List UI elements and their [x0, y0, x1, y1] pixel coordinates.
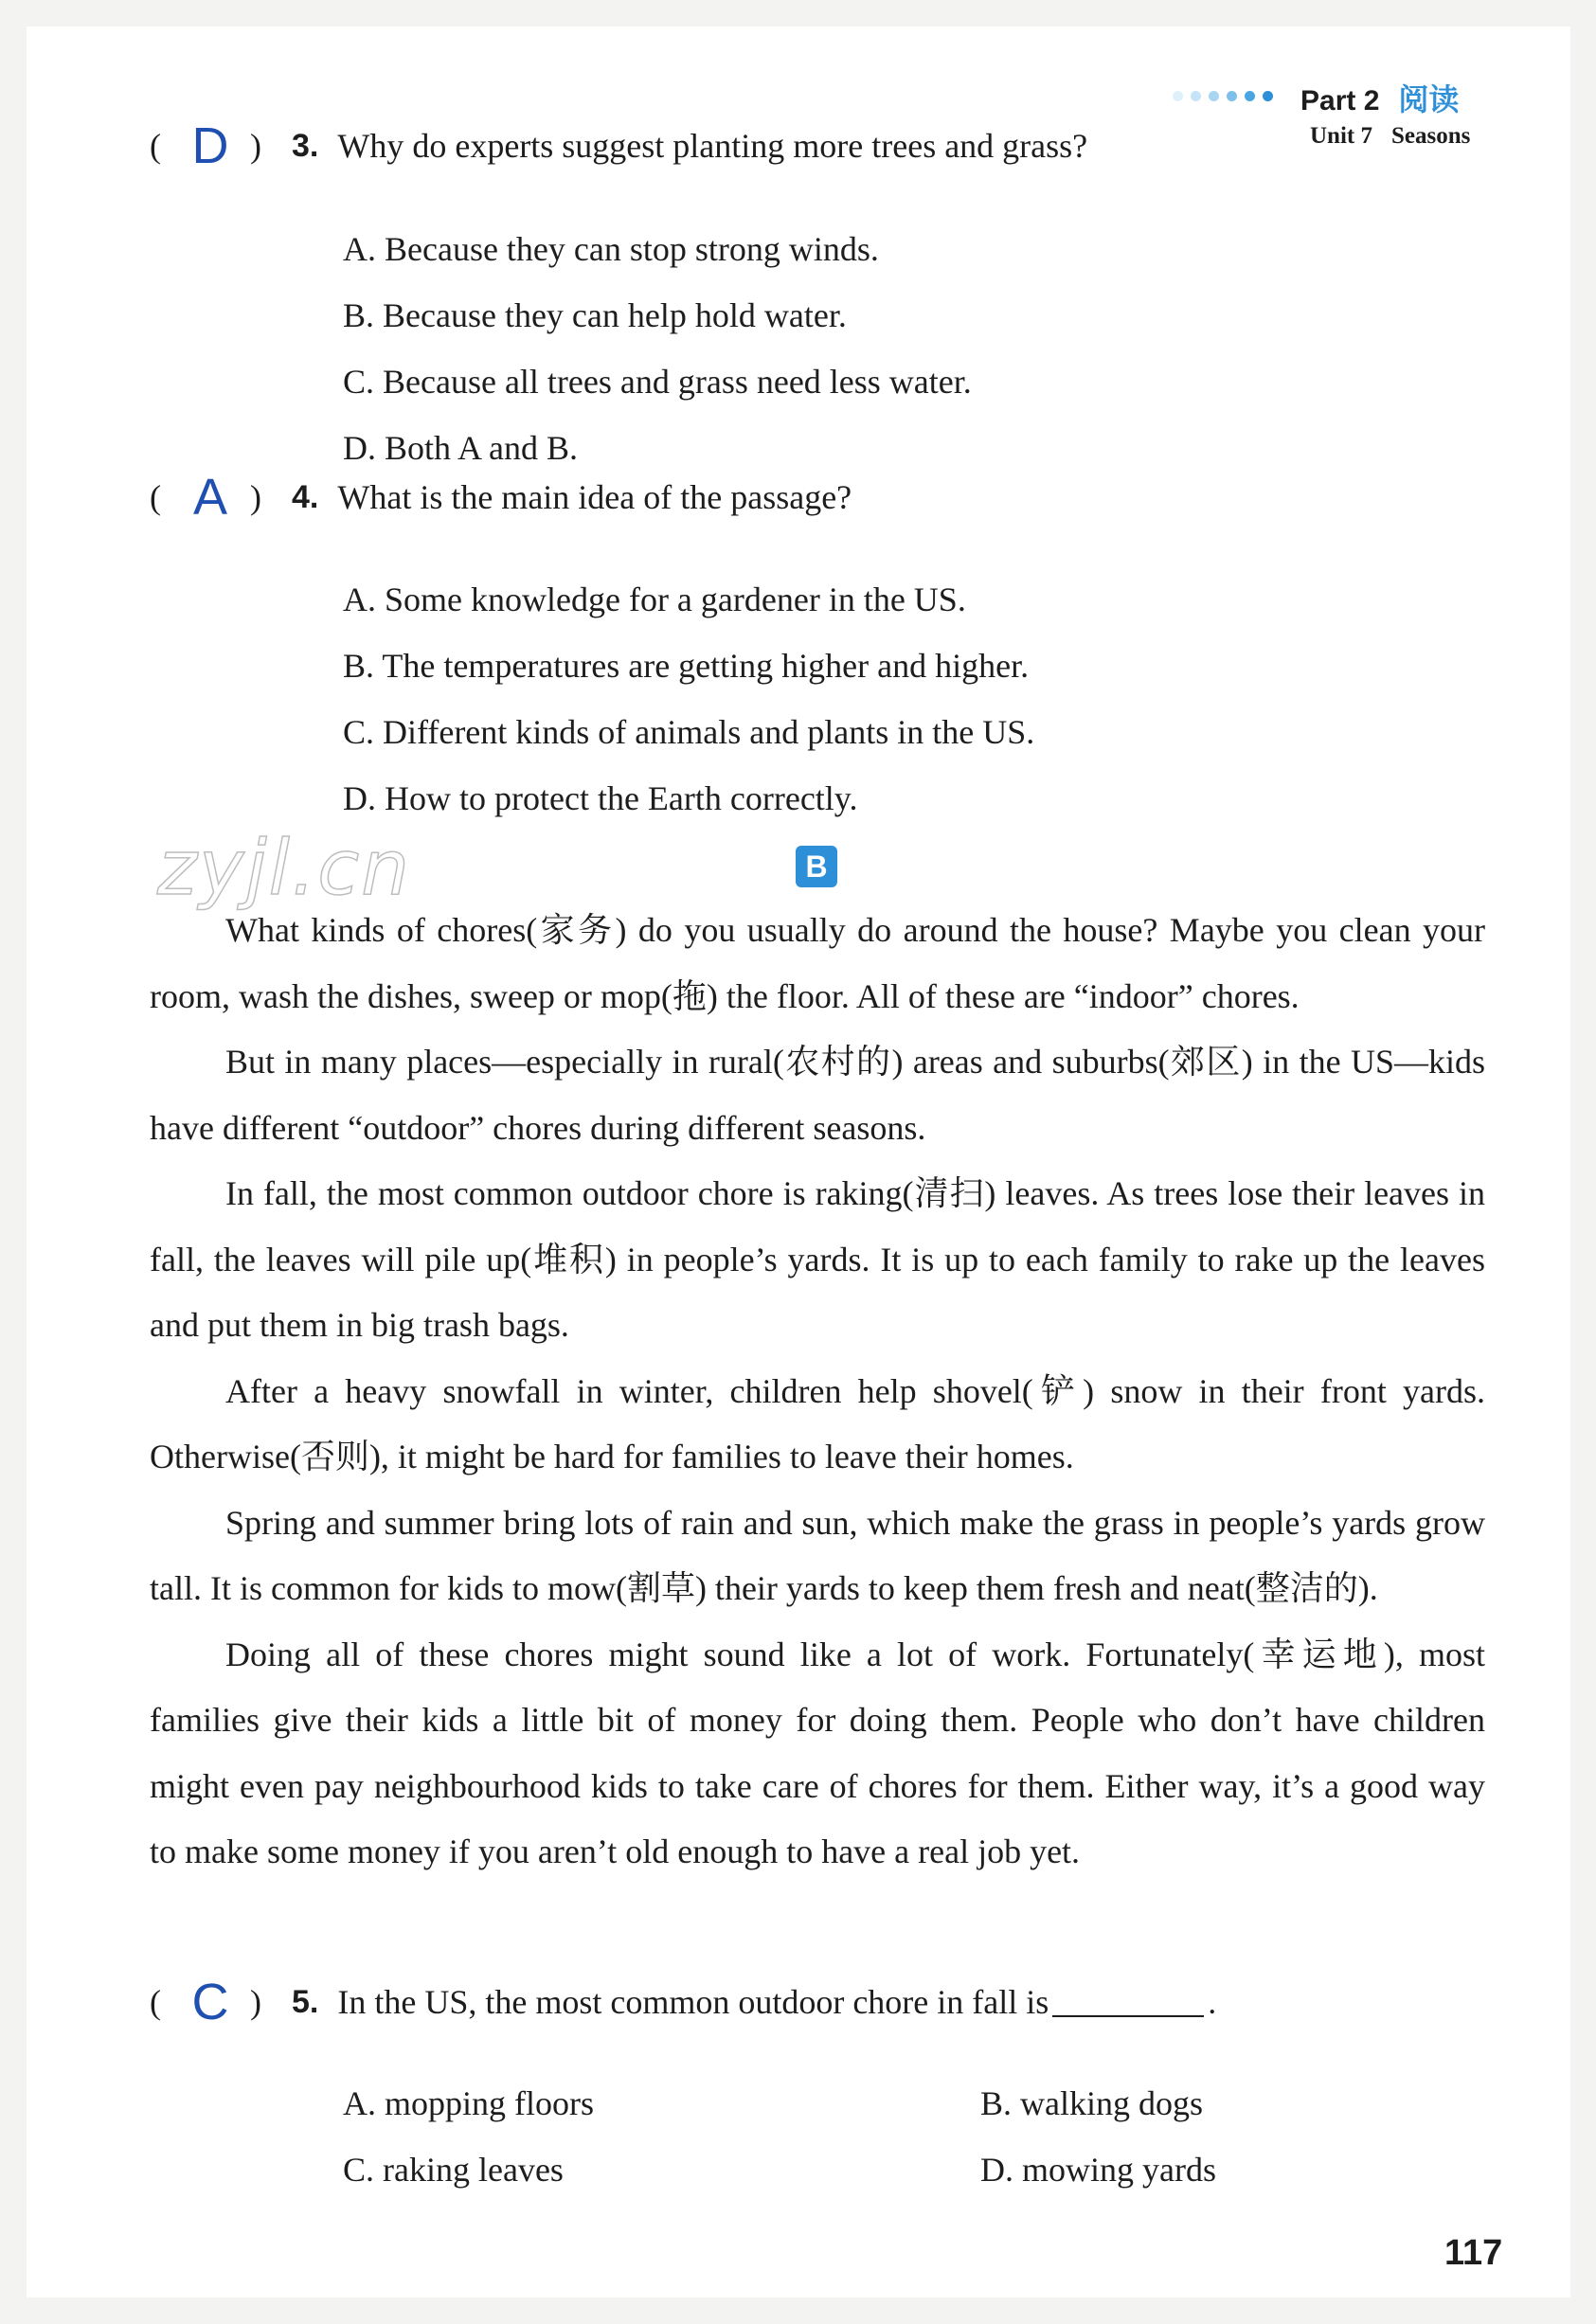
question-text: What is the main idea of the passage? [337, 478, 852, 516]
part-label: Part 2 [1300, 85, 1380, 116]
watermark: zyjl.cn [157, 824, 411, 912]
part-heading [1300, 76, 1459, 119]
part-cn-label: 阅读 [1398, 81, 1460, 117]
question-text: In the US, the most common outdoor chore in fall is [337, 1983, 1049, 2021]
q5-option-d[interactable]: D. mowing yards [980, 2151, 1216, 2189]
header-dot [1191, 91, 1201, 101]
section-badge: B [796, 846, 837, 887]
question-end: . [1208, 1983, 1217, 2021]
unit-title: Seasons [1390, 123, 1471, 149]
question-3: ( D ) 3. Why do experts suggest planting more trees and grass? [150, 117, 1088, 174]
header-dot [1245, 91, 1255, 101]
q3-option-b[interactable]: B. Because they can help hold water. [343, 296, 847, 334]
question-5: ( C ) 5. In the US, the most common outdoor chore in fall is . [150, 1974, 1217, 2030]
unit-heading [1310, 123, 1470, 150]
question-text: Why do experts suggest planting more trees and grass? [337, 127, 1088, 165]
answer-q4[interactable]: A [192, 469, 228, 526]
unit-label: Unit 7 [1310, 123, 1372, 149]
q4-option-d[interactable]: D. How to protect the Earth correctly. [343, 779, 858, 817]
passage-paragraph: Spring and summer bring lots of rain and sun, which make the grass in people’s yards grow tall. It is common for kids to mow(割草) their yards to keep them fresh and neat(整洁的). [150, 1503, 1485, 1607]
answer-q5[interactable]: C [191, 1974, 229, 2030]
passage-paragraph: In fall, the most common outdoor chore is raking(清扫) leaves. As trees lose their leaves in fall, the leaves will pile up(堆积) in people’s yards. It is up to each family to rake up the leaves and put them in big trash bags. [150, 1174, 1485, 1344]
q4-option-b[interactable]: B. The temperatures are getting higher and higher. [343, 647, 1030, 685]
q3-option-d[interactable]: D. Both A and B. [343, 429, 579, 467]
question-number: 3. [292, 127, 319, 164]
q3-option-a[interactable]: A. Because they can stop strong winds. [343, 230, 879, 268]
header-dot [1173, 91, 1183, 101]
passage [150, 898, 1485, 1886]
passage-paragraph: Doing all of these chores might sound like a lot of work. Fortunately(幸运地), most families give their kids a little bit of money for doing them. People who don’t have children might even pay neighbourhood kids to take care of chores for them. Either way, it’s a good way to make some money if you aren’t old enough to have a real job yet. [150, 1635, 1485, 1870]
header-dot [1209, 91, 1219, 101]
page [27, 27, 1570, 2297]
q4-option-c[interactable]: C. Different kinds of animals and plants in the US. [343, 713, 1035, 751]
header-dot [1227, 91, 1237, 101]
q4-option-a[interactable]: A. Some knowledge for a gardener in the US. [343, 581, 966, 618]
header-dots [1173, 91, 1273, 101]
q5-option-c[interactable]: C. raking leaves [343, 2151, 564, 2189]
q5-option-a[interactable]: A. mopping floors [343, 2084, 594, 2122]
q5-option-b[interactable]: B. walking dogs [980, 2084, 1204, 2122]
passage-paragraph: But in many places—especially in rural(农村的) areas and suburbs(郊区) in the US—kids have different “outdoor” chores during different seasons. [150, 1043, 1485, 1147]
question-number: 4. [292, 478, 319, 515]
q3-option-c[interactable]: C. Because all trees and grass need less water. [343, 363, 972, 401]
question-4: ( A ) 4. What is the main idea of the passage? [150, 469, 852, 526]
passage-paragraph: What kinds of chores(家务) do you usually do around the house? Maybe you clean your room, wash the dishes, sweep or mop(拖) the floor. All of these are “indoor” chores. [150, 911, 1485, 1015]
question-number: 5. [292, 1983, 319, 2020]
answer-q3[interactable]: D [191, 117, 229, 174]
passage-paragraph: After a heavy snowfall in winter, children help shovel(铲) snow in their front yards. Otherwise(否则), it might be hard for families to leave their homes. [150, 1371, 1485, 1475]
header-dot [1263, 91, 1273, 101]
page-number: 117 [1444, 2233, 1503, 2273]
answer-blank[interactable] [1052, 1987, 1204, 2017]
